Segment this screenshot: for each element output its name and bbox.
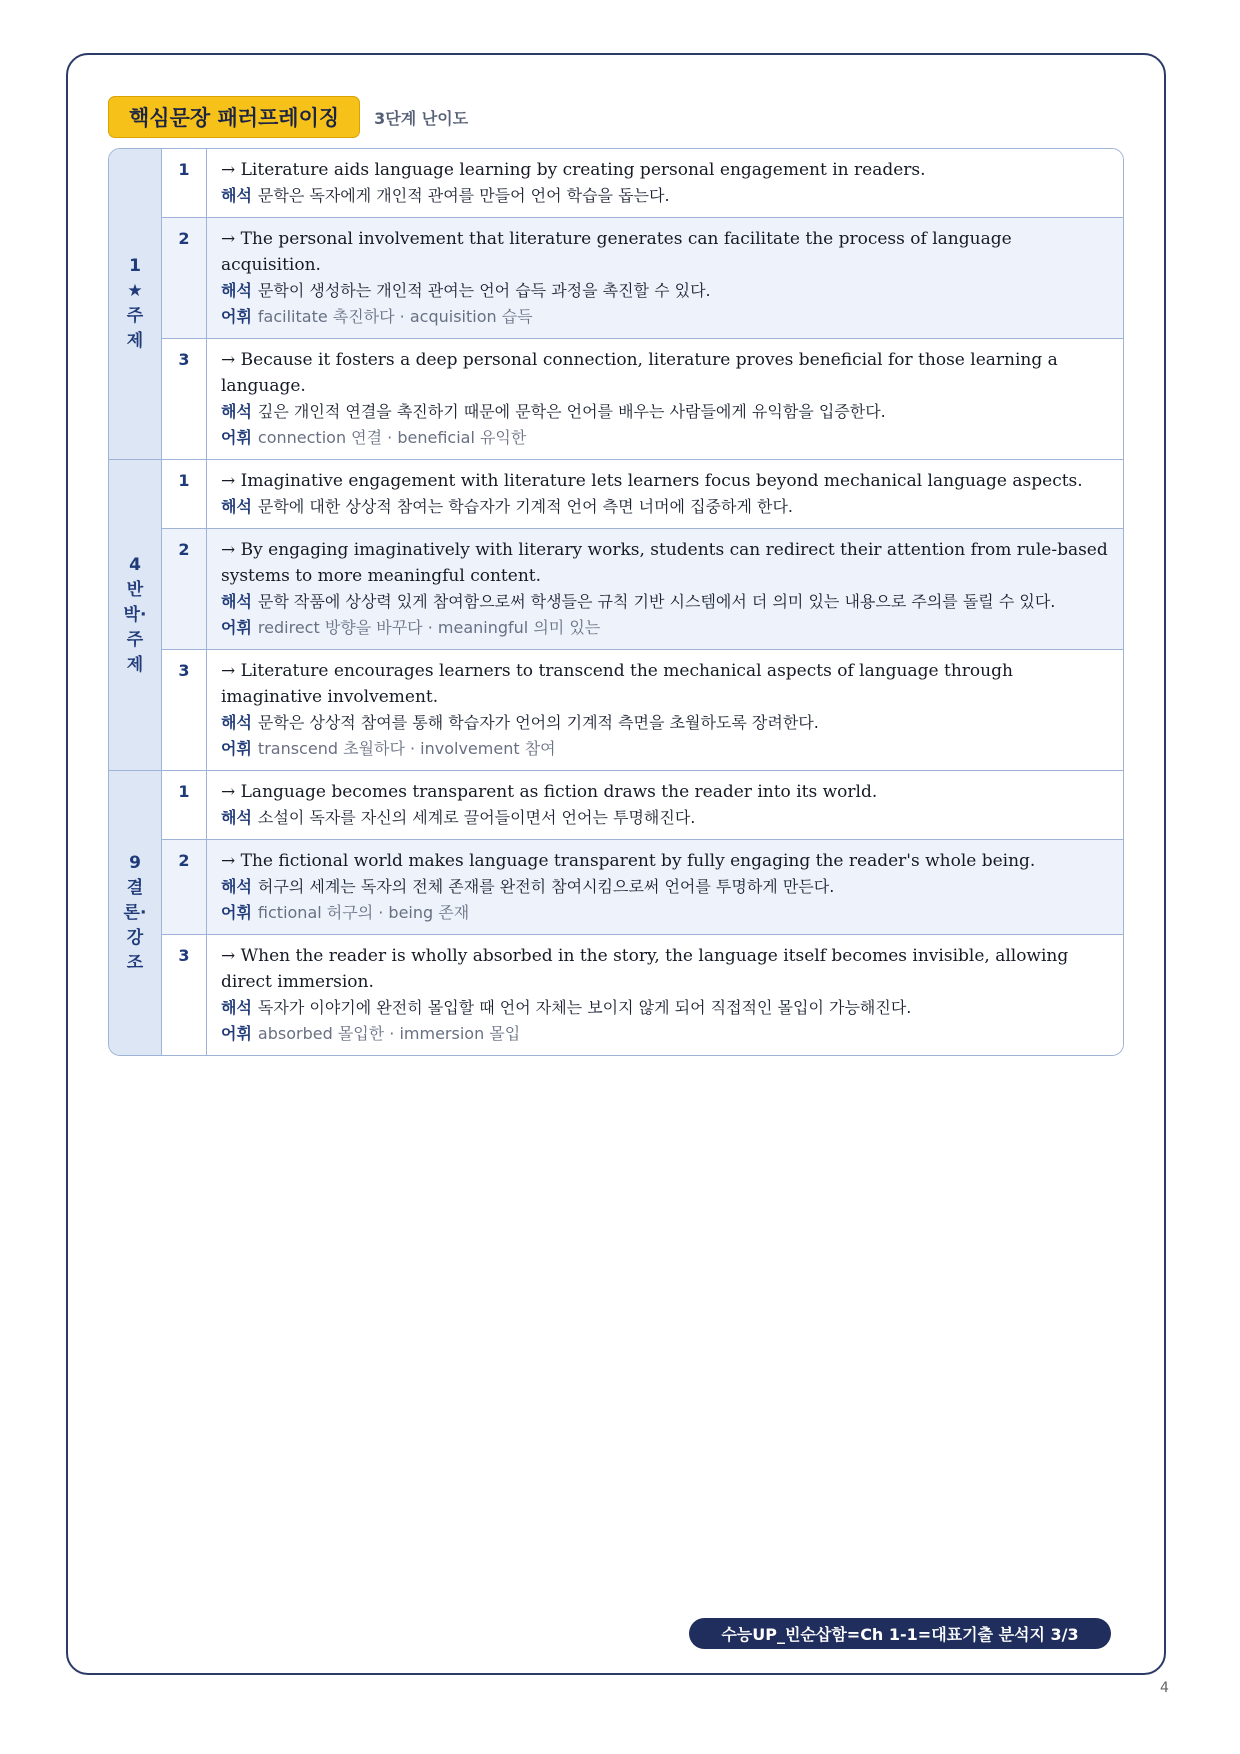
- paragraph-group-label: [109, 149, 162, 459]
- english-paraphrase: → The personal involvement that literature generates can facilitate the process of language acquisition.: [221, 229, 1012, 275]
- group-label-line: 론·: [123, 902, 147, 923]
- korean-translation: 문학 작품에 상상력 있게 참여함으로써 학생들은 규칙 기반 시스템에서 더 의미 있는 내용으로 주의를 돌릴 수 있다.: [257, 592, 1056, 611]
- row-number: 3: [162, 339, 207, 459]
- english-paraphrase: → When the reader is wholly absorbed in the story, the language itself becomes invisible, allowing direct immersion.: [221, 946, 1069, 992]
- page-number: 4: [1160, 1680, 1169, 1696]
- korean-translation-line: [221, 710, 1109, 736]
- korean-translation-line: [221, 278, 1109, 304]
- row-number: 1: [162, 149, 207, 217]
- vocabulary-line: [221, 900, 1109, 926]
- section-title-badge: 핵심문장 패러프레이징: [108, 96, 360, 138]
- korean-translation-line: [221, 995, 1109, 1021]
- group-label-line: 반: [126, 579, 144, 600]
- korean-translation-line: [221, 874, 1109, 900]
- korean-translation: 깊은 개인적 연결을 촉진하기 때문에 문학은 언어를 배우는 사람들에게 유익함을 입증한다.: [257, 402, 886, 421]
- korean-translation: 문학이 생성하는 개인적 관여는 언어 습득 과정을 촉진할 수 있다.: [257, 281, 711, 300]
- group-label-line: 제: [126, 331, 144, 351]
- korean-translation-line: [221, 399, 1109, 425]
- translation-tag: 해석: [221, 808, 252, 827]
- paragraph-group: [109, 459, 1123, 770]
- row-number: 1: [162, 771, 207, 839]
- korean-translation: 독자가 이야기에 완전히 몰입할 때 언어 자체는 보이지 않게 되어 직접적인 몰입이 가능해진다.: [257, 998, 912, 1017]
- vocabulary-tag: 어휘: [221, 428, 252, 447]
- row-content: [207, 771, 1123, 839]
- row-content: [207, 840, 1123, 934]
- paragraph-group: [109, 770, 1123, 1055]
- korean-translation: 허구의 세계는 독자의 전체 존재를 완전히 참여시킴으로써 언어를 투명하게 만든다.: [257, 877, 835, 896]
- korean-translation: 문학은 독자에게 개인적 관여를 만들어 언어 학습을 돕는다.: [257, 186, 670, 205]
- group-label-line: 1: [129, 256, 141, 276]
- paraphrase-row: [162, 149, 1123, 217]
- english-paraphrase: → Language becomes transparent as fiction draws the reader into its world.: [221, 782, 878, 802]
- group-label-line: 제: [126, 654, 144, 675]
- english-paraphrase: → Imaginative engagement with literature lets learners focus beyond mechanical language aspects.: [221, 471, 1083, 491]
- korean-translation-line: [221, 183, 1109, 209]
- vocabulary-text: connection 연결 · beneficial 유익한: [257, 428, 527, 447]
- korean-translation-line: [221, 494, 1109, 520]
- vocabulary-text: fictional 허구의 · being 존재: [257, 903, 470, 922]
- vocabulary-line: [221, 1021, 1109, 1047]
- korean-translation: 소설이 독자를 자신의 세계로 끌어들이면서 언어는 투명해진다.: [257, 808, 696, 827]
- paraphrase-row: [162, 528, 1123, 649]
- group-label-line: 9: [129, 852, 141, 873]
- vocabulary-tag: 어휘: [221, 903, 252, 922]
- english-paraphrase: → Literature encourages learners to transcend the mechanical aspects of language through imaginative involvement.: [221, 661, 1013, 707]
- translation-tag: 해석: [221, 497, 252, 516]
- row-number: 3: [162, 650, 207, 770]
- vocabulary-text: facilitate 촉진하다 · acquisition 습득: [257, 307, 533, 326]
- english-paraphrase: → The fictional world makes language transparent by fully engaging the reader's whole being.: [221, 851, 1036, 871]
- group-label-line: 4: [129, 554, 141, 575]
- vocabulary-line: [221, 736, 1109, 762]
- vocabulary-line: [221, 304, 1109, 330]
- group-label-line: 강: [126, 927, 144, 948]
- group-label-line: 주: [126, 629, 144, 650]
- paragraph-group-label: [109, 771, 162, 1055]
- vocabulary-text: transcend 초월하다 · involvement 참여: [257, 739, 556, 758]
- row-number: 2: [162, 218, 207, 338]
- footer-document-label: 수능UP_빈순삽함=Ch 1-1=대표기출 분석지 3/3: [689, 1618, 1111, 1649]
- group-label-line: 조: [126, 952, 144, 973]
- row-content: [207, 339, 1123, 459]
- section-header: [108, 96, 468, 138]
- vocabulary-line: [221, 615, 1109, 641]
- english-paraphrase: → Because it fosters a deep personal connection, literature proves beneficial for those learning a language.: [221, 350, 1058, 396]
- paragraph-group-label: [109, 460, 162, 770]
- vocabulary-tag: 어휘: [221, 618, 252, 637]
- row-number: 2: [162, 529, 207, 649]
- paraphrase-row: [162, 217, 1123, 338]
- translation-tag: 해석: [221, 186, 252, 205]
- vocabulary-line: [221, 425, 1109, 451]
- row-content: [207, 529, 1123, 649]
- korean-translation: 문학에 대한 상상적 참여는 학습자가 기계적 언어 측면 너머에 집중하게 한다.: [257, 497, 794, 516]
- translation-tag: 해석: [221, 592, 252, 611]
- paraphrase-row: [162, 934, 1123, 1055]
- translation-tag: 해석: [221, 877, 252, 896]
- vocabulary-text: redirect 방향을 바꾸다 · meaningful 의미 있는: [257, 618, 601, 637]
- vocabulary-text: absorbed 몰입한 · immersion 몰입: [257, 1024, 521, 1043]
- vocabulary-tag: 어휘: [221, 307, 252, 326]
- paraphrase-row: [162, 460, 1123, 528]
- translation-tag: 해석: [221, 281, 252, 300]
- row-content: [207, 460, 1123, 528]
- english-paraphrase: → Literature aids language learning by creating personal engagement in readers.: [221, 160, 926, 180]
- vocabulary-tag: 어휘: [221, 1024, 252, 1043]
- row-content: [207, 935, 1123, 1055]
- english-paraphrase: → By engaging imaginatively with literary works, students can redirect their attention from rule-based systems to more meaningful content.: [221, 540, 1108, 586]
- difficulty-level: 3단계 난이도: [374, 108, 469, 128]
- paraphrase-row: [162, 839, 1123, 934]
- korean-translation: 문학은 상상적 참여를 통해 학습자가 언어의 기계적 측면을 초월하도록 장려한다.: [257, 713, 819, 732]
- group-label-line: 박·: [123, 604, 147, 625]
- group-label-line: 결: [126, 877, 144, 898]
- korean-translation-line: [221, 805, 1109, 831]
- paraphrase-table: [108, 148, 1124, 1056]
- row-content: [207, 149, 1123, 217]
- paraphrase-row: [162, 649, 1123, 770]
- korean-translation-line: [221, 589, 1109, 615]
- paragraph-group: [109, 149, 1123, 459]
- group-label-line: ★: [127, 281, 143, 301]
- vocabulary-tag: 어휘: [221, 739, 252, 758]
- translation-tag: 해석: [221, 402, 252, 421]
- row-number: 3: [162, 935, 207, 1055]
- row-number: 2: [162, 840, 207, 934]
- row-number: 1: [162, 460, 207, 528]
- row-content: [207, 218, 1123, 338]
- translation-tag: 해석: [221, 998, 252, 1017]
- translation-tag: 해석: [221, 713, 252, 732]
- paraphrase-row: [162, 771, 1123, 839]
- row-content: [207, 650, 1123, 770]
- paraphrase-row: [162, 338, 1123, 459]
- group-label-line: 주: [126, 306, 144, 326]
